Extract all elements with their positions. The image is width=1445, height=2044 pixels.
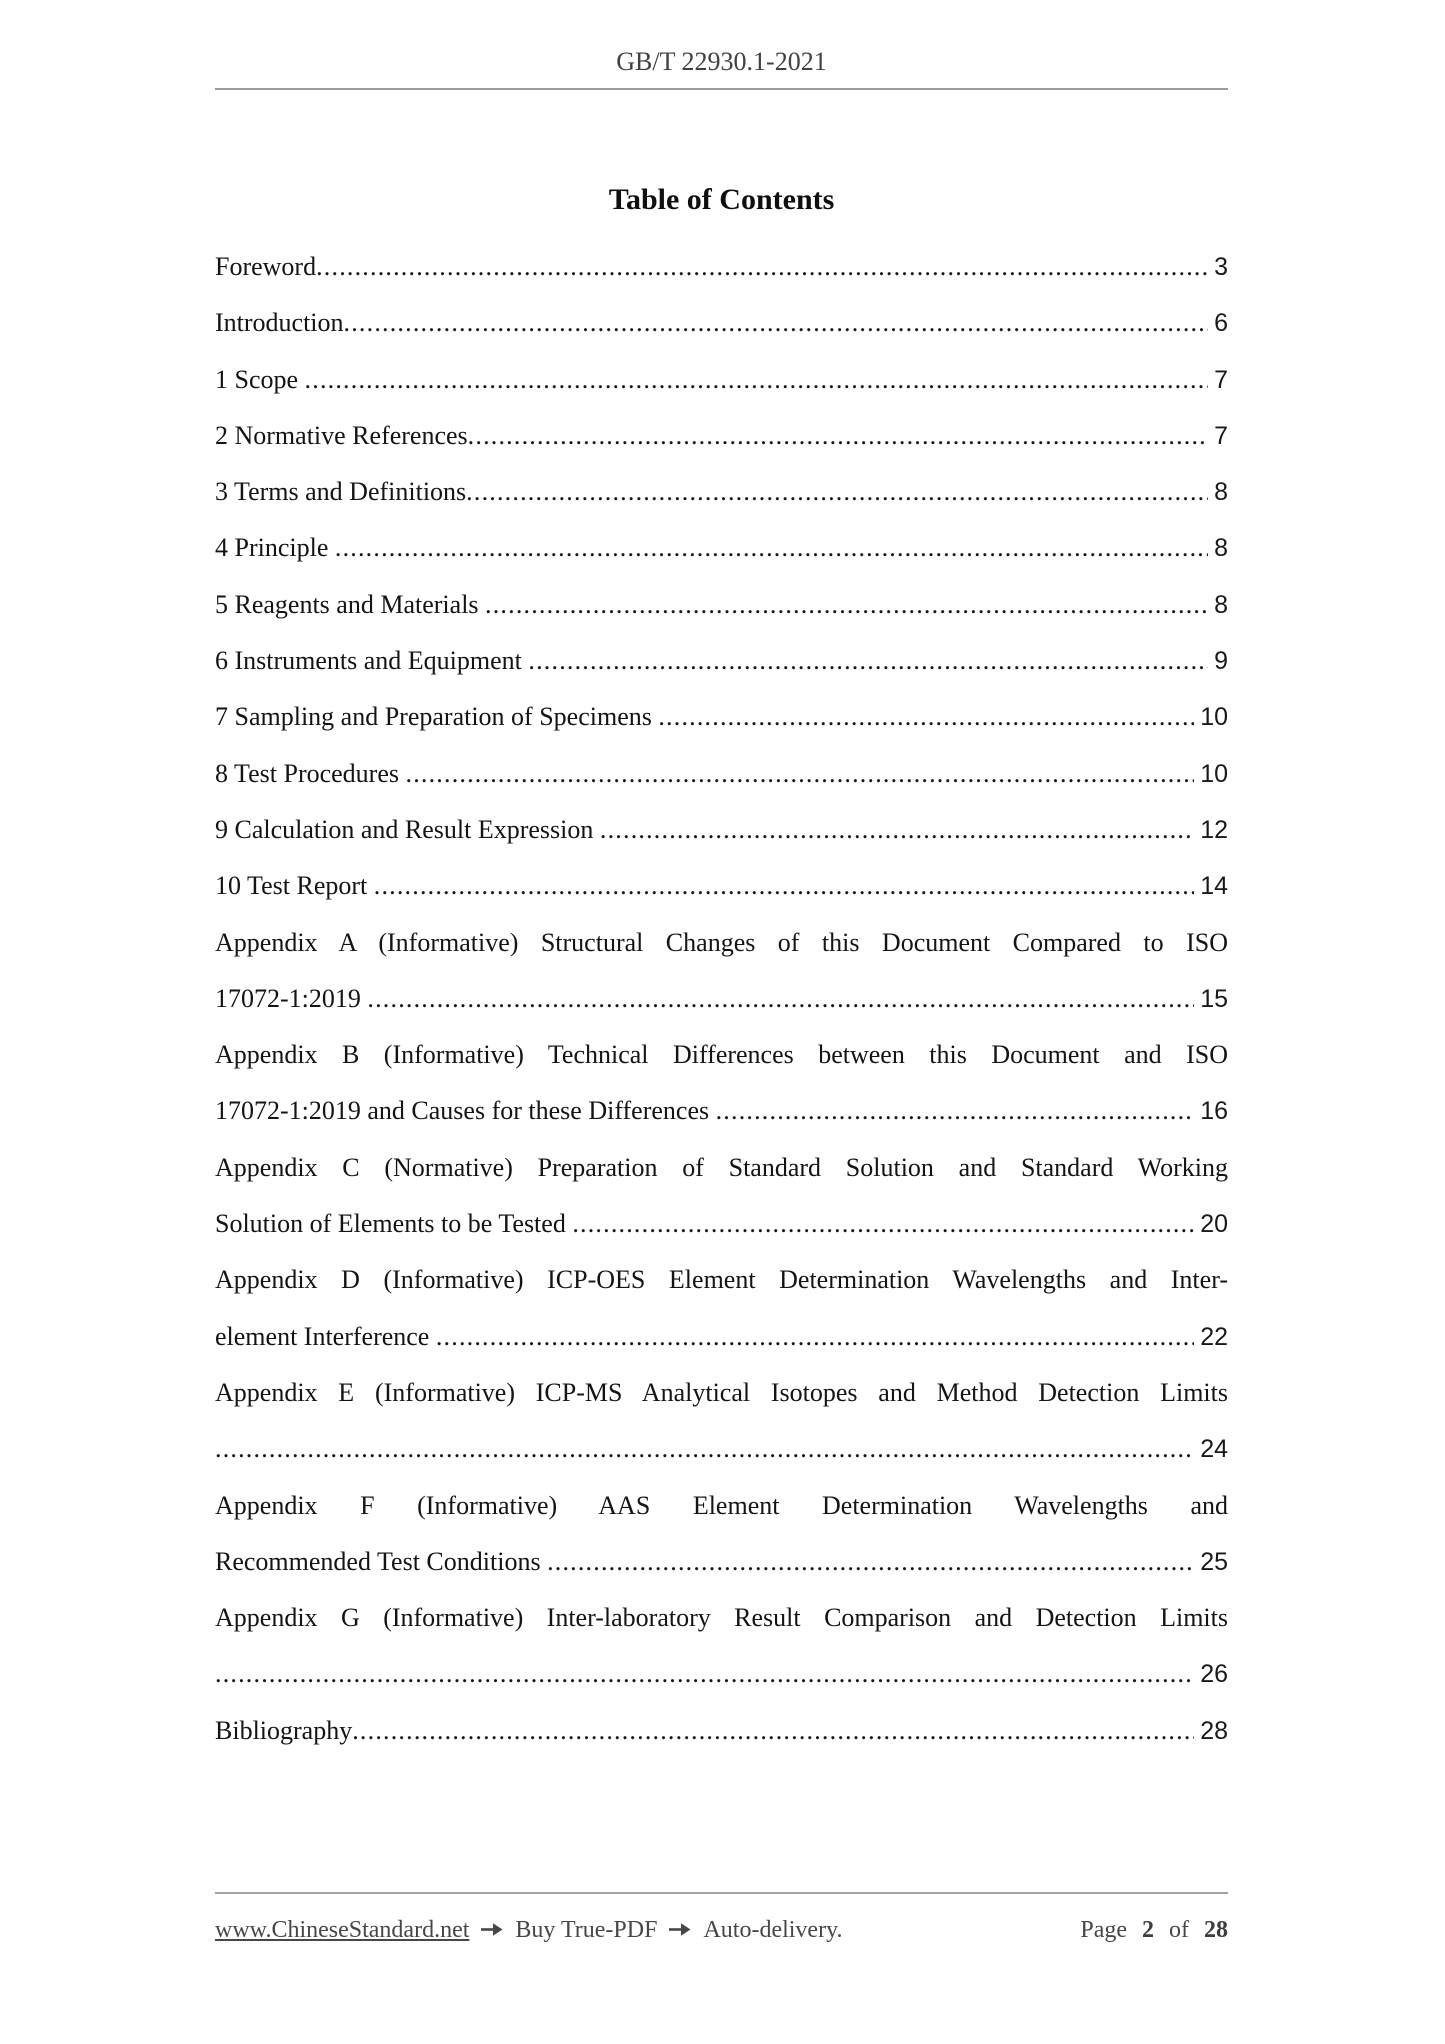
toc-entry xyxy=(215,520,1228,576)
toc-page-number: 8 xyxy=(1214,478,1228,507)
toc-page-number: 26 xyxy=(1200,1660,1228,1689)
toc-entry xyxy=(215,352,1228,408)
toc-entry xyxy=(215,915,1228,971)
toc-entry-label: 6 Instruments and Equipment xyxy=(215,646,529,676)
toc-entry-label: 9 Calculation and Result Expression xyxy=(215,814,600,844)
dot-leader xyxy=(406,746,1195,802)
toc-entry xyxy=(215,464,1228,520)
arrow-right-icon xyxy=(480,1914,504,1948)
toc-entry xyxy=(215,1590,1228,1646)
page-indicator-of: of xyxy=(1169,1917,1189,1943)
toc-page-number: 25 xyxy=(1200,1547,1228,1576)
page-indicator-label: Page xyxy=(1080,1917,1127,1943)
toc-page-number: 14 xyxy=(1200,872,1228,901)
dot-leader xyxy=(547,1534,1194,1590)
toc-page-number: 9 xyxy=(1214,647,1228,676)
toc-entry-label: Foreword xyxy=(215,252,317,281)
toc-entry-label: Appendix E (Informative) ICP-MS Analytical Isotopes and Method Detection Limits xyxy=(215,1377,1228,1407)
toc-entry xyxy=(215,1646,1228,1702)
dot-leader xyxy=(316,239,1208,295)
toc-entry xyxy=(215,1309,1228,1365)
dot-leader xyxy=(374,858,1194,914)
dot-leader xyxy=(658,689,1194,745)
toc-entry xyxy=(215,1534,1228,1590)
toc-entry-label: Appendix D (Informative) ICP-OES Element Determination Wavelengths and Inter- xyxy=(215,1265,1228,1295)
toc-entry-label: 8 Test Procedures xyxy=(215,758,406,788)
toc-entry-label: 17072-1:2019 and Causes for these Differences xyxy=(215,1096,716,1126)
website-link[interactable]: www.ChineseStandard.net xyxy=(215,1917,470,1943)
arrow-right-icon xyxy=(668,1914,692,1948)
toc-entry-label: Appendix A (Informative) Structural Changes of this Document Compared to ISO xyxy=(215,927,1228,957)
toc-entry-label: 5 Reagents and Materials xyxy=(215,589,486,619)
toc-entry-label: 17072-1:2019 xyxy=(215,983,368,1013)
dot-leader xyxy=(466,464,1208,520)
dot-leader xyxy=(572,1196,1194,1252)
toc-page-number: 15 xyxy=(1200,984,1228,1013)
toc-page-number: 3 xyxy=(1214,253,1228,281)
toc-page-number: 20 xyxy=(1200,1210,1228,1239)
footer-action-buy: Buy True-PDF xyxy=(515,1917,658,1943)
toc-entry xyxy=(215,1252,1228,1308)
footer xyxy=(215,1913,1228,1947)
toc-entry-label: 7 Sampling and Preparation of Specimens xyxy=(215,702,659,732)
toc-entry-label: element Interference xyxy=(215,1321,436,1351)
toc-page-number: 16 xyxy=(1200,1097,1228,1126)
toc-entry-label: Appendix F (Informative) AAS Element Determination Wavelengths and xyxy=(215,1490,1228,1520)
toc-page-number: 8 xyxy=(1214,534,1228,563)
toc-page-number: 6 xyxy=(1214,309,1228,338)
dot-leader xyxy=(215,1421,1194,1477)
toc-entry-label: Appendix B (Informative) Technical Differences between this Document and ISO xyxy=(215,1040,1228,1070)
dot-leader xyxy=(485,577,1208,633)
toc-page-number: 8 xyxy=(1214,590,1228,619)
header-divider xyxy=(215,88,1228,90)
dot-leader xyxy=(468,408,1208,464)
dot-leader xyxy=(716,1083,1195,1139)
toc-entry xyxy=(215,633,1228,689)
dot-leader xyxy=(305,352,1209,408)
toc-entry xyxy=(215,1083,1228,1139)
toc-entry xyxy=(215,746,1228,802)
toc-entry xyxy=(215,858,1228,914)
toc-entry-label: 1 Scope xyxy=(215,364,305,394)
toc-entry xyxy=(215,1365,1228,1421)
toc-entry xyxy=(215,295,1228,351)
toc-entry-label: 4 Principle xyxy=(215,533,335,563)
footer-promo xyxy=(215,1913,843,1947)
toc-entry xyxy=(215,689,1228,745)
dot-leader xyxy=(600,802,1194,858)
toc-entry xyxy=(215,1196,1228,1252)
toc-page-number: 7 xyxy=(1214,421,1228,450)
toc-entry-label: Solution of Elements to be Tested xyxy=(215,1209,573,1239)
footer-divider xyxy=(215,1892,1228,1894)
toc-entry xyxy=(215,1027,1228,1083)
footer-action-delivery: Auto-delivery. xyxy=(703,1917,843,1943)
toc-entry-label: 3 Terms and Definitions xyxy=(215,477,467,507)
toc-entry xyxy=(215,239,1228,295)
toc-page-number: 24 xyxy=(1200,1435,1228,1464)
toc-page-number: 10 xyxy=(1200,759,1228,788)
toc-entry-label: Appendix C (Normative) Preparation of Standard Solution and Standard Working xyxy=(215,1152,1228,1182)
dot-leader xyxy=(352,1703,1194,1759)
toc-entry-label: 10 Test Report xyxy=(215,871,374,901)
toc-entry xyxy=(215,577,1228,633)
dot-leader xyxy=(215,1646,1194,1702)
toc-page-number: 22 xyxy=(1200,1322,1228,1351)
dot-leader xyxy=(367,971,1194,1027)
toc-entry xyxy=(215,1703,1228,1759)
toc-page-number: 28 xyxy=(1200,1716,1228,1745)
toc-page-number: 7 xyxy=(1214,365,1228,394)
toc-entry-label: 2 Normative References xyxy=(215,420,468,450)
toc-entry xyxy=(215,971,1228,1027)
header-standard-code: GB/T 22930.1-2021 xyxy=(616,47,827,76)
dot-leader xyxy=(335,520,1208,576)
current-page-number: 2 xyxy=(1142,1917,1154,1943)
toc-entry xyxy=(215,1478,1228,1534)
page-title: Table of Contents xyxy=(608,183,835,216)
toc-entry-label: Recommended Test Conditions xyxy=(215,1546,548,1576)
toc-page-number: 10 xyxy=(1200,703,1228,732)
toc-entry xyxy=(215,1421,1228,1477)
dot-leader xyxy=(436,1309,1194,1365)
total-page-number: 28 xyxy=(1204,1917,1228,1943)
page-indicator xyxy=(1080,1913,1228,1947)
toc-page-number: 12 xyxy=(1200,815,1228,844)
dot-leader xyxy=(344,295,1209,351)
toc-entry-label: Introduction xyxy=(215,308,344,338)
toc-entry xyxy=(215,408,1228,464)
toc-entry-label: Bibliography xyxy=(215,1715,353,1745)
toc-entry-label: Appendix G (Informative) Inter-laboratory Result Comparison and Detection Limits xyxy=(215,1603,1228,1633)
table-of-contents xyxy=(215,239,1228,1759)
toc-entry xyxy=(215,802,1228,858)
dot-leader xyxy=(528,633,1208,689)
toc-entry xyxy=(215,1140,1228,1196)
